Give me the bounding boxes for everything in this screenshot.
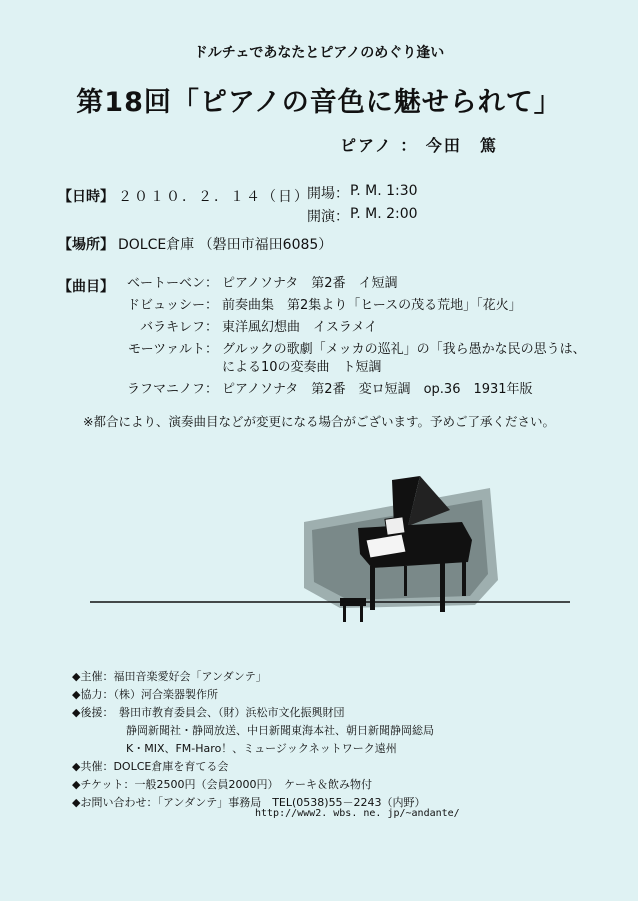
support-line-3: K・MIX、FM-Haro！、ミュージックネットワーク遠州	[126, 742, 397, 755]
program-piece: 東洋風幻想曲 イスラメイ	[222, 320, 378, 335]
program-composer: バラキレフ：	[140, 320, 218, 335]
venue-label: 【場所】	[58, 237, 114, 253]
program-composer: ラフマニノフ：	[126, 382, 218, 397]
start-label: 開演：	[307, 209, 349, 225]
cosponsor: ◆共催：DOLCE倉庫を育てる会	[72, 760, 229, 773]
program-piece: による10の変奏曲 ト短調	[222, 360, 382, 375]
event-subtitle: ドルチェであなたとピアノのめぐり逢い	[193, 45, 445, 61]
event-title: 第18回「ピアノの音色に魅せられて」	[76, 87, 562, 118]
open-label: 開場：	[307, 186, 349, 202]
cooperation: ◆協力：（株）河合楽器製作所	[72, 688, 218, 701]
support: ◆後援： 磐田市教育委員会、（財）浜松市文化振興財団	[72, 706, 345, 719]
program-piece: グルックの歌劇「メッカの巡礼」の「我ら愚かな民の思うは、	[222, 342, 586, 357]
program-composer: ドビュッシー：	[126, 298, 218, 313]
ticket-info: ◆チケット：一般2500円（会員2000円） ケーキ＆飲み物付	[72, 778, 372, 791]
contact-info: ◆お問い合わせ：「アンダンテ」事務局 TEL(0538)55－2243（内野）	[72, 796, 426, 809]
organizer: ◆主催：福田音楽愛好会「アンダンテ」	[72, 670, 267, 683]
program-piece: ピアノソナタ 第2番 イ短調	[222, 276, 398, 291]
program-composer: ベートーベン：	[126, 276, 218, 291]
program-composer: モーツァルト：	[128, 342, 218, 357]
program-piece: ピアノソナタ 第2番 変ロ短調 op.36 1931年版	[222, 382, 533, 397]
website-url: http://www2. wbs. ne. jp/~andante/	[255, 808, 460, 819]
date-value: ２０１０．２．１４（日）	[118, 189, 310, 205]
support-line-2: 静岡新聞社・静岡放送、中日新聞東海本社、朝日新聞静岡総局	[126, 724, 434, 737]
notice-text: ※都合により、演奏曲目などが変更になる場合がございます。予めご了承ください。	[83, 414, 555, 429]
grand-piano-illustration	[90, 470, 570, 640]
date-label: 【日時】	[58, 189, 114, 205]
program-label: 【曲目】	[58, 279, 114, 295]
venue-value: DOLCE倉庫 （磐田市福田6085）	[118, 237, 333, 253]
open-time: P. M. 1:30	[350, 183, 418, 199]
performer: ピアノ ： 今田 篤	[340, 136, 498, 155]
program-piece: 前奏曲集 第2集より「ヒースの茂る荒地」「花火」	[222, 298, 522, 313]
start-time: P. M. 2:00	[350, 206, 418, 222]
